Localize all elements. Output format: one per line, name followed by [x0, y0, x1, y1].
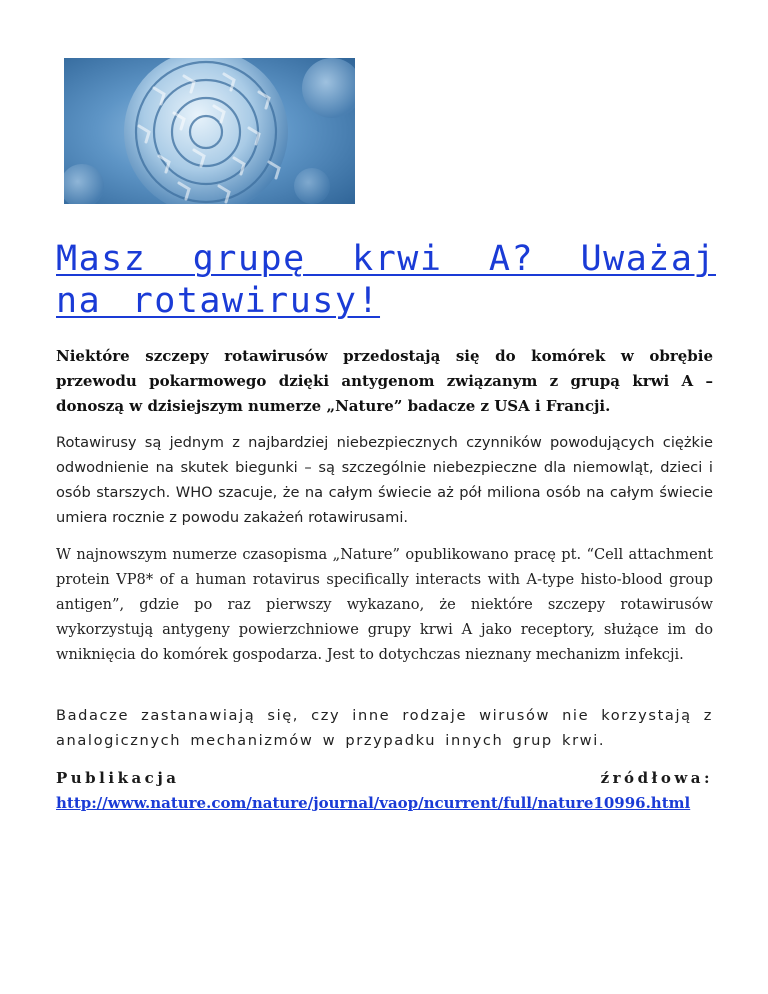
- source-label: [56, 766, 713, 791]
- source-link[interactable]: http://www.nature.com/nature/journal/vaop/ncurrent/full/nature10996.html: [56, 794, 691, 812]
- paragraph-3: Badacze zastanawiają się, czy inne rodzaje wirusów nie korzystają z analogicznych mechanizmów w przypadku innych grup krwi.: [56, 707, 713, 749]
- source-label-right: źródłowa:: [600, 769, 713, 787]
- article-title[interactable]: Masz grupę krwi A? Uważaj na rotawirusy!: [56, 239, 716, 321]
- article-lead: Niektóre szczepy rotawirusów przedostają się do komórek w obrębie przewodu pokarmowego dzięki antygenom związanym z grupą krwi A – donoszą w dzisiejszym numerze „Nature” badacze z USA i Francji.: [56, 347, 713, 415]
- source-label-left: Publikacja: [56, 769, 180, 787]
- paragraph-1: Rotawirusy są jednym z najbardziej niebezpiecznych czynników powodujących ciężkie odwodnienie na skutek biegunki – są szczególnie niebezpieczne dla niemowląt, dzieci i osób starszych. WHO szacuje, że na całym świecie aż pół miliona osób na całym świecie umiera rocznie z powodu zakażeń rotawirusami.: [56, 434, 713, 526]
- paragraph-2: W najnowszym numerze czasopisma „Nature” opublikowano pracę pt. “Cell attachment protein VP8* of a human rotavirus specifically interacts with A-type histo-blood group antigen”, gdzie po raz pierwszy wykazano, że niektóre szczepy rotawirusów wykorzystują antygeny powierzchniowe grupy krwi A jako receptory, służące im do wniknięcia do komórek gospodarza. Jest to dotychczas nieznany mechanizm infekcji.: [56, 546, 713, 663]
- rotavirus-image: [64, 58, 355, 204]
- source-section: [56, 766, 713, 816]
